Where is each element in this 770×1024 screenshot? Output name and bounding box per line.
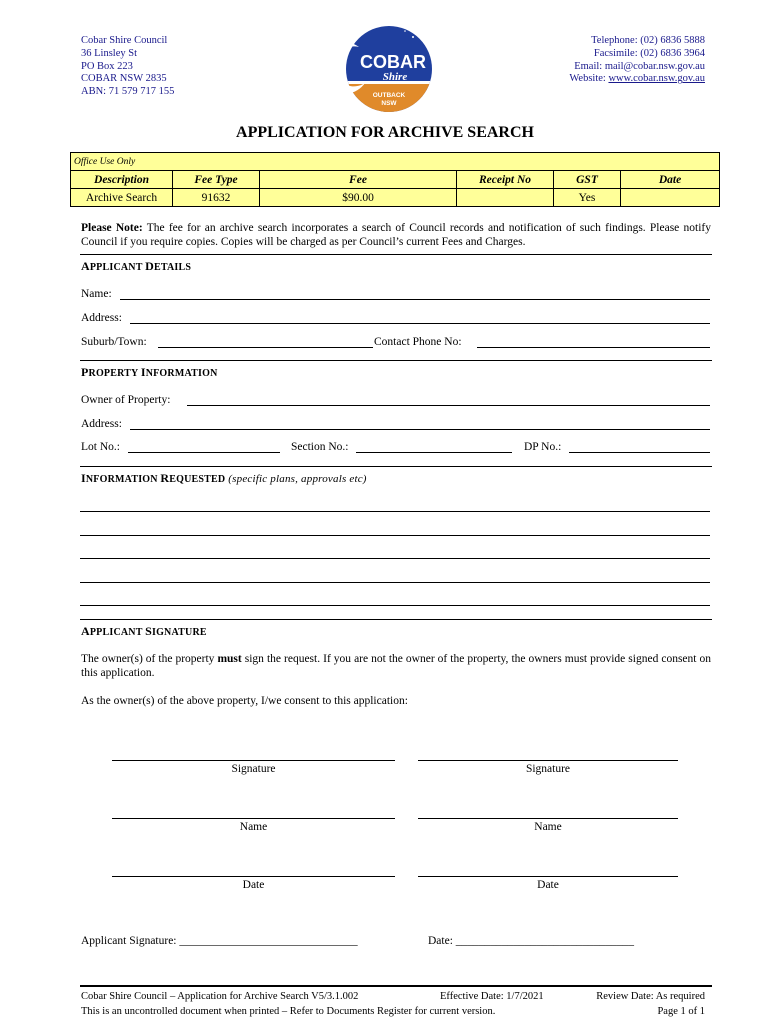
logo-band-text: NSW [381,100,397,107]
info-requested-hint: (specific plans, approvals etc) [225,473,367,485]
signature-label: Signature [231,763,276,775]
info-requested-line[interactable] [80,605,710,606]
owner-consent-paragraph: The owner(s) of the property must sign the request. If you are not the owner of the property, the owners must provide signed consent on this application. [81,653,711,679]
section-divider [80,466,712,467]
table-row [71,189,720,207]
cell-receipt-no[interactable] [457,189,554,207]
footer-effective-date: Effective Date: 1/7/2021 [440,991,544,1002]
owner-label: Owner of Property: [81,394,171,406]
date-field-2[interactable] [418,876,678,877]
note-text: The fee for an archive search incorporates a search of Council records and notification of such findings. Please notify Council if you require copies. Copies will be charged as per Council’s current Fees and Charges. [81,222,711,248]
applicant-details-heading: APPLICANT DETAILS [81,259,192,273]
cell-fee: $90.00 [260,189,457,207]
website-label: Website: [569,73,609,85]
section-field[interactable] [356,452,512,453]
section-divider [80,619,712,620]
office-use-caption: Office Use Only [71,153,720,171]
address-line: 36 Linsley St [81,47,138,59]
cell-gst: Yes [554,189,621,207]
signature-field-1[interactable] [112,760,395,761]
address-line: Cobar Shire Council [81,35,168,46]
logo-main-text: COBAR [360,52,426,72]
col-header-description: Description [71,171,173,189]
footer-document: Cobar Shire Council – Application for Archive Search V5/3.1.002 [81,991,359,1002]
col-header-gst: GST [554,171,621,189]
dp-field[interactable] [569,452,710,453]
name-field[interactable] [120,299,710,300]
col-header-date: Date [621,171,720,189]
applicant-date-line[interactable]: Date: _______________________________ [428,935,635,947]
suburb-field[interactable] [158,347,373,348]
note-label: Please Note: [81,222,143,234]
name-label: Name [239,821,268,833]
consent-statement: As the owner(s) of the above property, I/we consent to this application: [81,695,408,707]
logo-sub-text: Shire [382,71,408,83]
signature-field-2[interactable] [418,760,678,761]
name-label: Name: [81,288,112,300]
info-requested-line[interactable] [80,535,710,536]
cell-description: Archive Search [71,189,173,207]
website-line [569,73,705,86]
info-requested-line[interactable] [80,558,710,559]
dp-label: DP No.: [524,441,562,453]
date-field-1[interactable] [112,876,395,877]
info-requested-line[interactable] [80,511,710,512]
applicant-signature-heading: APPLICANT SIGNATURE [81,624,207,638]
property-address-field[interactable] [130,429,710,430]
table-header-row [71,171,720,189]
fee-note [81,222,711,249]
property-address-label: Address: [81,418,122,430]
office-use-table [70,152,720,207]
footer-review-date: Review Date: As required [596,991,705,1002]
date-label: Date [242,879,265,891]
council-contact [569,35,705,86]
footer-uncontrolled-notice: This is an uncontrolled document when printed – Refer to Documents Register for current version. [81,1006,496,1017]
logo-band-text: OUTBACK [372,92,406,99]
phone-field[interactable] [477,347,710,348]
section-divider [80,254,712,255]
cell-fee-type: 91632 [173,189,260,207]
facsimile: Facsimile: (02) 6836 3964 [593,47,705,59]
info-requested-line[interactable] [80,582,710,583]
signature-label: Signature [525,763,571,775]
address-line: PO Box 223 [81,60,133,72]
col-header-receipt-no: Receipt No [457,171,554,189]
col-header-fee: Fee [260,171,457,189]
logo-graphic [333,25,445,113]
cell-date[interactable] [621,189,720,207]
section-label: Section No.: [291,441,349,453]
name-field-1[interactable] [112,818,395,819]
council-address [81,35,174,99]
footer-page-number: Page 1 of 1 [657,1006,705,1017]
address-label: Address: [81,312,122,324]
col-header-fee-type: Fee Type [173,171,260,189]
cobar-shire-logo [333,25,445,113]
name-label: Name [534,821,562,833]
address-line: ABN: 71 579 717 155 [81,86,175,98]
address-line: COBAR NSW 2835 [81,73,167,85]
phone-label: Contact Phone No: [374,336,462,348]
property-information-heading: PROPERTY INFORMATION [81,365,218,379]
information-requested-heading: INFORMATION REQUESTED (specific plans, approvals etc) [81,471,367,485]
telephone: Telephone: (02) 6836 5888 [591,35,705,46]
lot-field[interactable] [128,452,280,453]
section-divider [80,360,712,361]
suburb-label: Suburb/Town: [81,336,147,348]
address-field[interactable] [130,323,710,324]
website-link[interactable]: www.cobar.nsw.gov.au [608,73,705,85]
page-title: APPLICATION FOR ARCHIVE SEARCH [236,124,534,141]
name-field-2[interactable] [418,818,678,819]
owner-field[interactable] [187,405,710,406]
lot-label: Lot No.: [81,441,120,453]
date-label: Date [537,879,559,891]
email: Email: mail@cobar.nsw.gov.au [574,60,705,72]
footer-divider [80,985,712,987]
applicant-signature-line[interactable]: Applicant Signature: _______________________________ [81,935,358,947]
